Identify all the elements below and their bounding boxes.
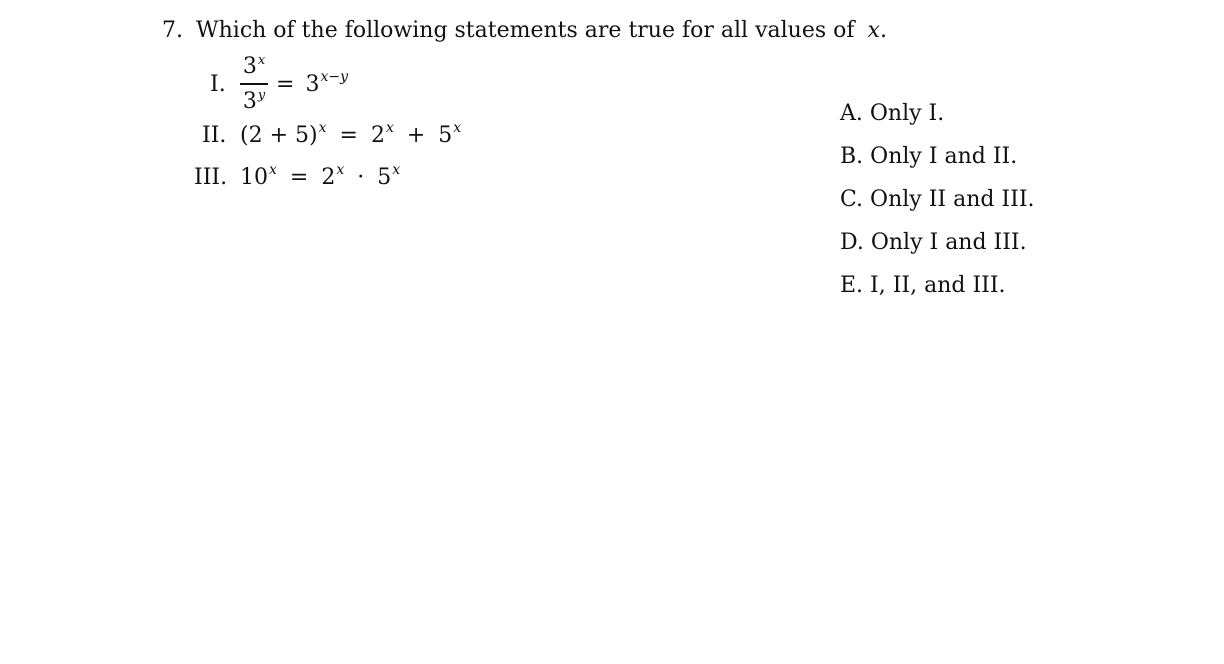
- question-variable: x: [867, 18, 880, 43]
- fraction-numerator: 3$^x$: [242, 53, 266, 79]
- statement-2-equation: $(2 + 5)^x = 2^x + 5^x$: [240, 120, 462, 148]
- question-text: Which of the following statements are true for all values of: [196, 18, 855, 43]
- statement-2-label: II.: [202, 123, 227, 148]
- fraction-bar: [240, 83, 268, 85]
- question-number: 7.: [162, 18, 183, 43]
- statement-3-label: III.: [194, 165, 228, 190]
- choice-b[interactable]: B. Only I and II.: [840, 144, 1018, 169]
- question-line: [162, 20, 887, 42]
- choice-d[interactable]: D. Only I and III.: [840, 230, 1027, 255]
- choice-a[interactable]: A. Only I.: [840, 101, 945, 126]
- question-end: .: [879, 18, 887, 43]
- statement-3-equation: 10$^x$ = 2$^x$ · 5$^x$: [240, 162, 401, 190]
- statement-1-rhs: = $3^{x-y}$: [276, 69, 348, 97]
- choice-c[interactable]: C. Only II and III.: [840, 187, 1035, 212]
- choice-e[interactable]: E. I, II, and III.: [840, 273, 1006, 298]
- statement-1-fraction: [240, 53, 268, 114]
- statement-1-label: I.: [210, 72, 226, 97]
- fraction-denominator: 3$^y$: [242, 87, 266, 114]
